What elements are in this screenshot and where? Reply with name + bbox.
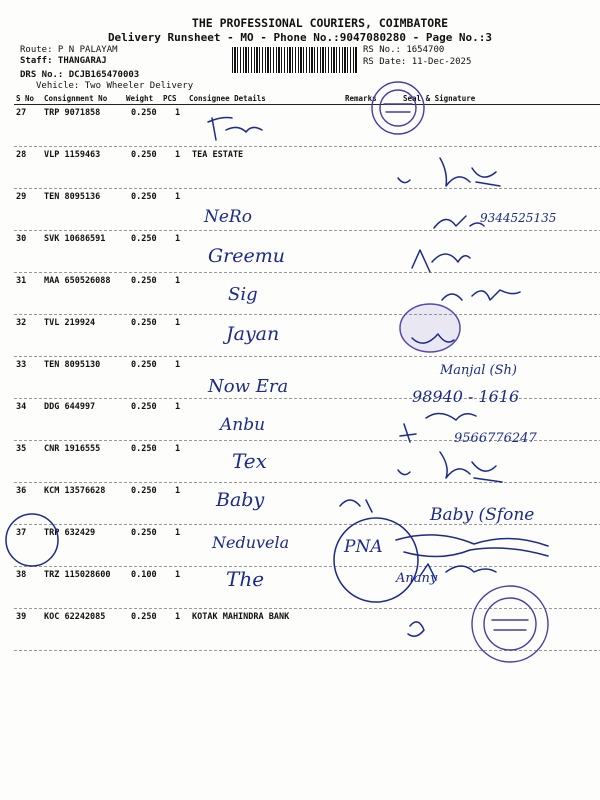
- col-consignee: Consignee Details: [189, 94, 266, 103]
- row-divider: [14, 272, 600, 273]
- handwritten-remark: PNA: [344, 537, 383, 557]
- row-consignment: TEN 8095130: [44, 360, 101, 370]
- handwritten-name: NeRo: [204, 207, 252, 227]
- signature-mark: [340, 500, 372, 512]
- circled-mark: [6, 514, 58, 566]
- handwritten-name: Greemu: [208, 245, 286, 267]
- row-divider: [14, 440, 600, 441]
- row-sno: 33: [16, 360, 27, 370]
- row-sno: 37: [16, 528, 27, 538]
- row-weight: 0.250: [131, 528, 157, 538]
- company-title: THE PROFESSIONAL COURIERS, COIMBATORE: [191, 16, 449, 30]
- row-consignment: KOC 62242085: [44, 612, 106, 622]
- vehicle-label: Vehicle: Two Wheeler Delivery: [36, 81, 194, 91]
- handwritten-name: Anbu: [220, 415, 266, 435]
- row-pcs: 1: [175, 192, 181, 202]
- signature-mark: [434, 216, 484, 228]
- col-weight: Weight: [126, 94, 154, 103]
- row-pcs: 1: [175, 276, 181, 286]
- row-sno: 32: [16, 318, 27, 328]
- strike-through: [396, 535, 548, 557]
- circled-mark: [334, 518, 418, 602]
- row-divider: [14, 482, 600, 483]
- row-sno: 27: [16, 108, 27, 118]
- row-sno: 31: [16, 276, 27, 286]
- col-consignment: Consignment No: [44, 94, 108, 103]
- row-pcs: 1: [175, 108, 181, 118]
- rs-number: RS No.: 1654700: [363, 45, 445, 55]
- drs-label: DRS No.: DCJB165470003: [20, 70, 140, 80]
- rs-date: RS Date: 11-Dec-2025: [363, 57, 472, 67]
- seal-stamp: [372, 82, 424, 134]
- row-divider: [14, 230, 600, 231]
- row-sno: 36: [16, 486, 27, 496]
- handwritten-name: Sig: [228, 284, 258, 305]
- row-weight: 0.250: [131, 360, 157, 370]
- handwritten-phone: 98940 - 1616: [412, 387, 520, 406]
- row-weight: 0.250: [131, 276, 157, 286]
- row-sno: 35: [16, 444, 27, 454]
- row-weight: 0.250: [131, 612, 157, 622]
- row-pcs: 1: [175, 234, 181, 244]
- row-pcs: 1: [175, 612, 181, 622]
- handwritten-name: Now Era: [208, 376, 289, 397]
- row-divider: [14, 566, 600, 567]
- row-weight: 0.250: [131, 486, 157, 496]
- signature-mark: [442, 290, 520, 300]
- row-pcs: 1: [175, 402, 181, 412]
- row-divider: [14, 650, 600, 651]
- row-divider: [14, 398, 600, 399]
- handwritten-name: Jayan: [226, 323, 280, 345]
- row-consignee: KOTAK MAHINDRA BANK: [192, 612, 290, 622]
- signature-mark: [398, 158, 500, 186]
- handwritten-name: Neduvela: [212, 533, 290, 552]
- signature-mark: [398, 452, 502, 482]
- row-consignment: CNR 1916555: [44, 444, 101, 454]
- row-pcs: 1: [175, 150, 181, 160]
- handwritten-name: Tex: [232, 449, 267, 473]
- row-sno: 29: [16, 192, 27, 202]
- runsheet-title: Delivery Runsheet - MO - Phone No.:9047080280 - Page No.:3: [107, 31, 493, 44]
- signature-mark: [408, 622, 424, 636]
- signature-mark: [208, 118, 262, 141]
- row-consignment: SVK 10686591: [44, 234, 106, 244]
- route-label: Route: P N PALAYAM: [20, 45, 118, 55]
- row-sno: 28: [16, 150, 27, 160]
- handwritten-name: The: [226, 567, 265, 591]
- row-weight: 0.250: [131, 234, 157, 244]
- row-consignment: VLP 1159463: [44, 150, 101, 160]
- row-consignment: MAA 650526088: [44, 276, 111, 286]
- row-divider: [14, 188, 600, 189]
- row-consignment: DDG 644997: [44, 402, 96, 412]
- row-pcs: 1: [175, 360, 181, 370]
- handwritten-phone: 9344525135: [480, 211, 557, 225]
- row-divider: [14, 314, 600, 315]
- col-pcs: PCS: [163, 94, 177, 103]
- handwritten-name: Baby: [216, 489, 265, 511]
- row-consignment: TVL 219924: [44, 318, 96, 328]
- col-seal: Seal & Signature: [403, 94, 476, 103]
- header-rule: [14, 104, 600, 105]
- signature-mark: [412, 250, 470, 272]
- row-divider: [14, 356, 600, 357]
- row-weight: 0.250: [131, 150, 157, 160]
- row-sno: 39: [16, 612, 27, 622]
- signature-mark: [400, 413, 476, 442]
- row-consignment: TRP 9071858: [44, 108, 101, 118]
- row-consignment: TRP 632429: [44, 528, 96, 538]
- signature-mark: [412, 334, 454, 343]
- row-consignee: TEA ESTATE: [192, 150, 244, 160]
- row-weight: 0.250: [131, 444, 157, 454]
- row-sno: 34: [16, 402, 27, 412]
- barcode: [232, 47, 357, 73]
- col-remarks: Remarks: [345, 94, 377, 103]
- row-pcs: 1: [175, 318, 181, 328]
- row-weight: 0.100: [131, 570, 157, 580]
- row-pcs: 1: [175, 528, 181, 538]
- row-pcs: 1: [175, 444, 181, 454]
- row-sno: 30: [16, 234, 27, 244]
- handwritten-remark: Baby (Sfone: [430, 505, 535, 525]
- row-pcs: 1: [175, 486, 181, 496]
- seal-stamp: [400, 304, 460, 352]
- row-consignment: KCM 13576628: [44, 486, 106, 496]
- row-weight: 0.250: [131, 318, 157, 328]
- staff-label: Staff: THANGARAJ: [20, 56, 107, 66]
- row-weight: 0.250: [131, 402, 157, 412]
- row-divider: [14, 524, 600, 525]
- row-consignment: TRZ 115028600: [44, 570, 111, 580]
- col-sno: S No: [16, 94, 35, 103]
- row-divider: [14, 146, 600, 147]
- row-weight: 0.250: [131, 108, 157, 118]
- handwritten-phone: 9566776247: [454, 431, 537, 446]
- handwritten-remark: Manjal (Sh): [440, 363, 517, 378]
- row-pcs: 1: [175, 570, 181, 580]
- row-divider: [14, 608, 600, 609]
- row-sno: 38: [16, 570, 27, 580]
- handwritten-remark: Anany: [396, 571, 438, 586]
- row-weight: 0.250: [131, 192, 157, 202]
- row-consignment: TEN 8095136: [44, 192, 101, 202]
